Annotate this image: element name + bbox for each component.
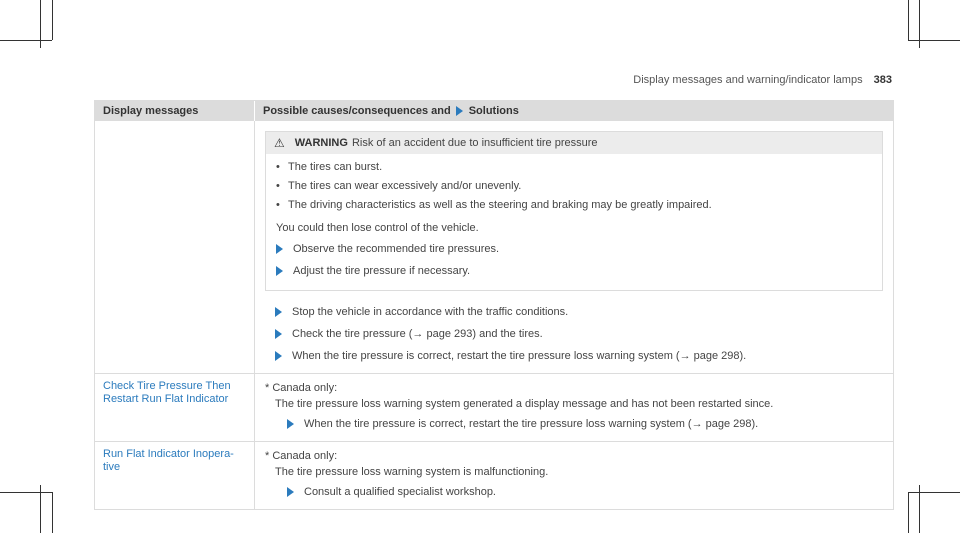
- row-content: [255, 442, 893, 509]
- table-row: [95, 442, 893, 510]
- crop-mark: [908, 492, 960, 493]
- list-item: [265, 345, 883, 367]
- play-triangle-icon: [276, 266, 283, 276]
- crop-mark: [0, 40, 52, 41]
- list-item: • The driving characteristics as well as the steering and braking may be greatly impaired.: [276, 196, 872, 215]
- play-triangle-icon: [275, 307, 282, 317]
- play-triangle-icon: [456, 106, 463, 116]
- list-item: [265, 413, 883, 435]
- page-link[interactable]: When the tire pressure is correct, restart the tire pressure loss warning system (→ page 298).: [304, 418, 759, 430]
- warning-text: Risk of an accident due to insufficient tire pressure: [351, 137, 598, 149]
- messages-table: [94, 100, 894, 510]
- warning-header: [266, 132, 882, 154]
- play-triangle-icon: [287, 419, 294, 429]
- col-header-causes: [255, 105, 893, 117]
- display-message: Run Flat Indicator Inopera-tive: [95, 442, 255, 509]
- bullet-icon: •: [276, 199, 280, 211]
- bullet-icon: •: [276, 180, 280, 192]
- description: The tire pressure loss warning system is malfunctioning.: [275, 466, 549, 478]
- row-content: [255, 374, 893, 441]
- canada-only-label: * Canada only:: [265, 450, 338, 462]
- crop-mark: [908, 0, 909, 40]
- crop-mark: [52, 0, 53, 40]
- bullet-icon: •: [276, 161, 280, 173]
- row-content: [255, 121, 893, 373]
- list-item: Stop the vehicle in accordance with the traffic conditions.: [265, 301, 883, 323]
- crop-mark: [52, 492, 53, 533]
- col-header-causes-text: Possible causes/consequences and: [263, 105, 451, 117]
- col-header-solutions-text: Solutions: [468, 105, 519, 117]
- page-title: Display messages and warning/indicator lamps: [633, 74, 863, 86]
- list-item: Observe the recommended tire pressures.: [276, 238, 872, 260]
- description: The tire pressure loss warning system generated a display message and has not been restarted since.: [275, 398, 774, 410]
- play-triangle-icon: [276, 244, 283, 254]
- page-header: [0, 74, 892, 86]
- crop-mark: [908, 492, 909, 533]
- warning-triangle-icon: ⚠: [274, 136, 285, 150]
- canada-only-label: * Canada only:: [265, 382, 338, 394]
- list-item: Adjust the tire pressure if necessary.: [276, 260, 872, 282]
- crop-mark: [908, 40, 960, 41]
- page-link[interactable]: Check the tire pressure (→ page 293) and the tires.: [292, 328, 543, 340]
- warning-note: You could then lose control of the vehicle.: [276, 222, 479, 234]
- list-item: [265, 323, 883, 345]
- list-item: • The tires can wear excessively and/or unevenly.: [276, 177, 872, 196]
- play-triangle-icon: [275, 351, 282, 361]
- table-row: [95, 121, 893, 374]
- list-item: • The tires can burst.: [276, 158, 872, 177]
- display-message: Check Tire Pressure Then Restart Run Flat Indicator: [95, 374, 255, 441]
- list-item: Consult a qualified specialist workshop.: [265, 481, 883, 503]
- warning-title: WARNING: [294, 137, 348, 149]
- table-header: [95, 101, 893, 121]
- page-number: 383: [873, 74, 892, 86]
- table-row: [95, 374, 893, 442]
- warning-body: [266, 154, 882, 290]
- crop-mark: [0, 492, 52, 493]
- page-link[interactable]: When the tire pressure is correct, restart the tire pressure loss warning system (→ page 298).: [292, 350, 747, 362]
- play-triangle-icon: [275, 329, 282, 339]
- play-triangle-icon: [287, 487, 294, 497]
- col-header-display-messages: Display messages: [95, 101, 255, 121]
- warning-box: [265, 131, 883, 291]
- row-message-empty: [95, 121, 255, 373]
